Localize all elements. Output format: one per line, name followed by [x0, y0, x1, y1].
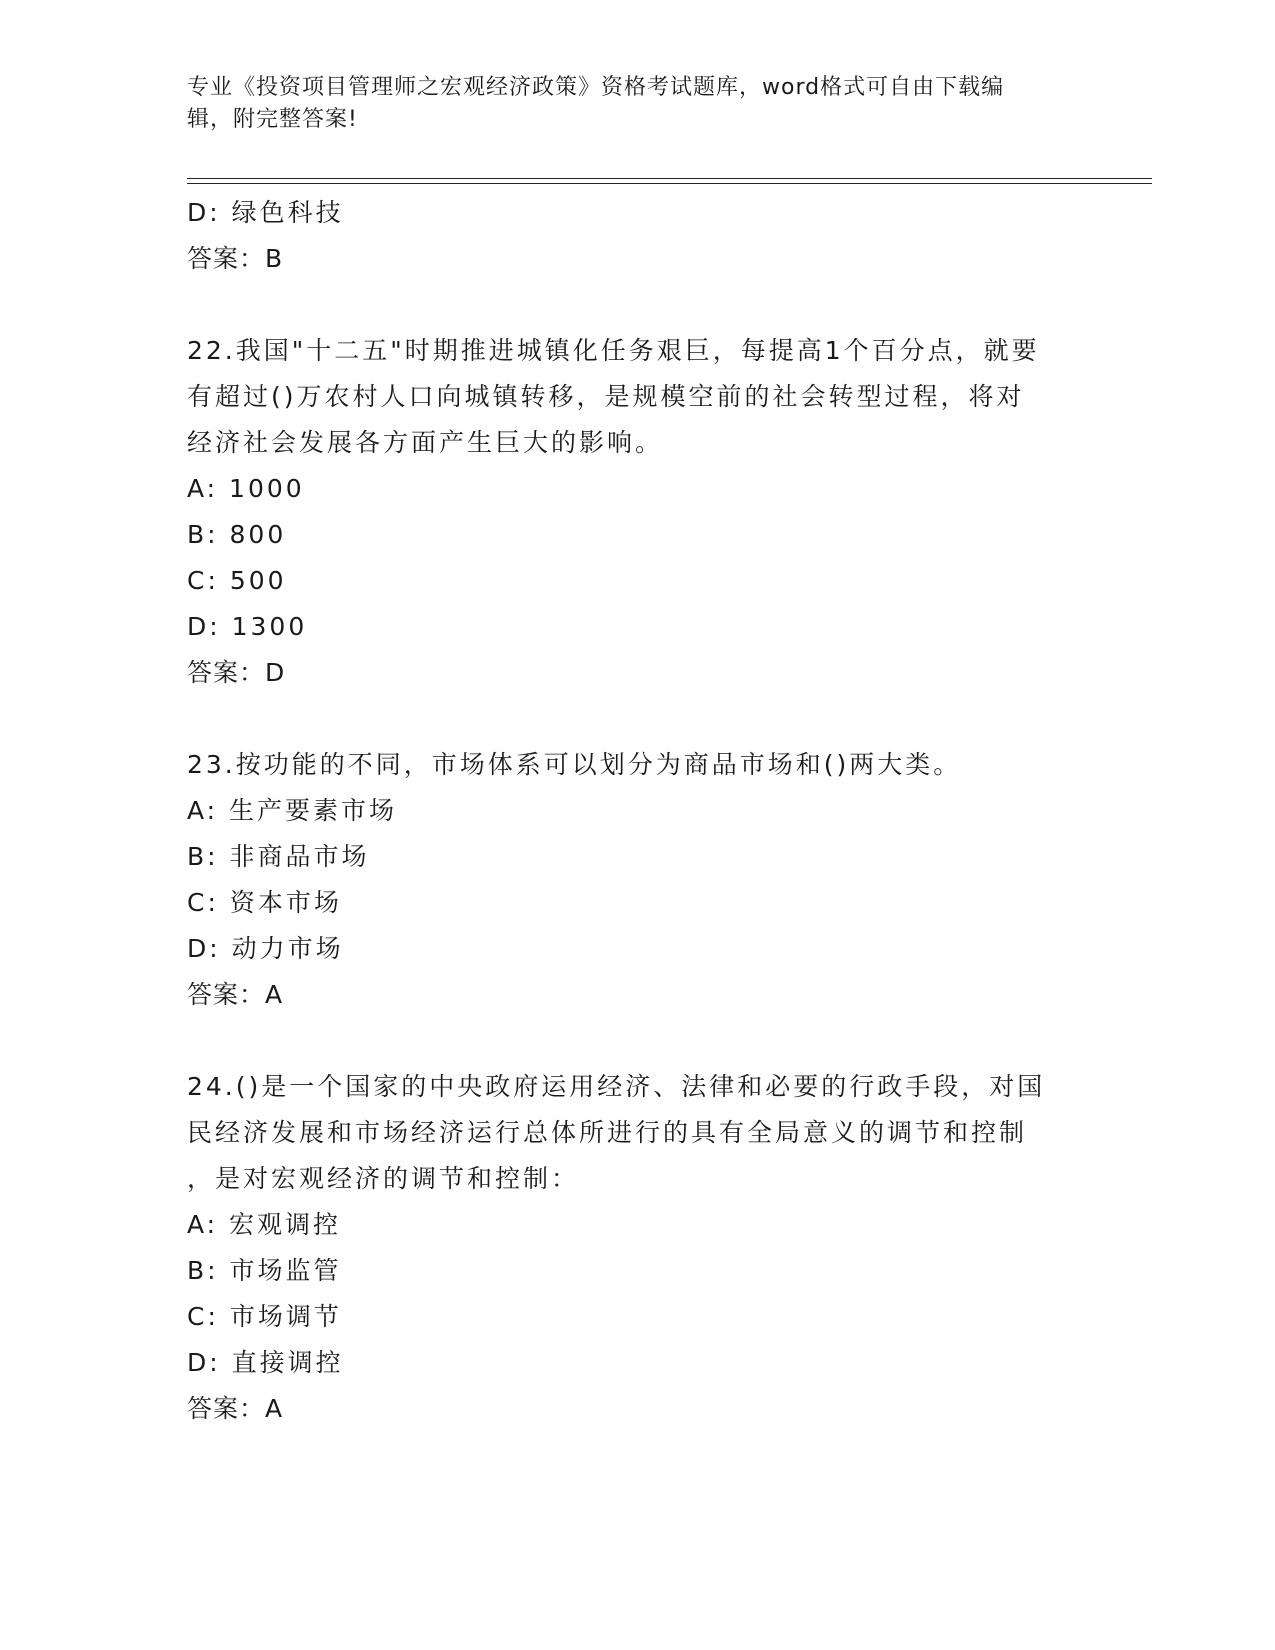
- question-23-text-line-1: 23.按功能的不同，市场体系可以划分为商品市场和()两大类。: [187, 750, 962, 779]
- question-22-answer: 答案：D: [187, 658, 286, 687]
- prev-answer: 答案：B: [187, 244, 284, 273]
- header-line-2: 辑，附完整答案!: [187, 107, 358, 132]
- question-content: [187, 190, 1087, 1432]
- question-24-option-d: D: 直接调控: [187, 1348, 344, 1377]
- spacer: [187, 696, 1087, 742]
- question-24: [187, 1064, 1087, 1432]
- question-22-text-line-3: 经济社会发展各方面产生巨大的影响。: [187, 428, 664, 457]
- question-23-option-c: C: 资本市场: [187, 888, 342, 917]
- question-22-option-b: B: 800: [187, 520, 287, 549]
- spacer: [187, 282, 1087, 328]
- question-24-text-line-1: 24.()是一个国家的中央政府运用经济、法律和必要的行政手段，对国: [187, 1072, 1046, 1101]
- question-24-text-line-3: ，是对宏观经济的调节和控制：: [187, 1164, 580, 1193]
- question-23: [187, 742, 1087, 1018]
- question-22-option-d: D: 1300: [187, 612, 308, 641]
- question-23-option-b: B: 非商品市场: [187, 842, 370, 871]
- question-22-text-line-1: 22.我国"十二五"时期推进城镇化任务艰巨，每提高1个百分点，就要: [187, 336, 1040, 365]
- document-header: [187, 72, 1087, 136]
- question-22-option-a: A: 1000: [187, 474, 305, 503]
- header-divider-bottom: [187, 183, 1152, 184]
- header-line-1: 专业《投资项目管理师之宏观经济政策》资格考试题库，word格式可自由下载编: [187, 75, 1005, 100]
- question-22-text-line-2: 有超过()万农村人口向城镇转移，是规模空前的社会转型过程，将对: [187, 382, 1025, 411]
- question-22: [187, 328, 1087, 696]
- question-24-text-line-2: 民经济发展和市场经济运行总体所进行的具有全局意义的调节和控制: [187, 1118, 1028, 1147]
- question-23-option-a: A: 生产要素市场: [187, 796, 398, 825]
- question-24-option-a: A: 宏观调控: [187, 1210, 342, 1239]
- question-24-option-b: B: 市场监管: [187, 1256, 342, 1285]
- question-22-option-c: C: 500: [187, 566, 287, 595]
- question-24-answer: 答案：A: [187, 1394, 284, 1423]
- prev-option-d: D: 绿色科技: [187, 198, 344, 227]
- question-24-option-c: C: 市场调节: [187, 1302, 342, 1331]
- header-divider-top: [187, 178, 1152, 179]
- question-23-answer: 答案：A: [187, 980, 284, 1009]
- question-23-option-d: D: 动力市场: [187, 934, 344, 963]
- spacer: [187, 1018, 1087, 1064]
